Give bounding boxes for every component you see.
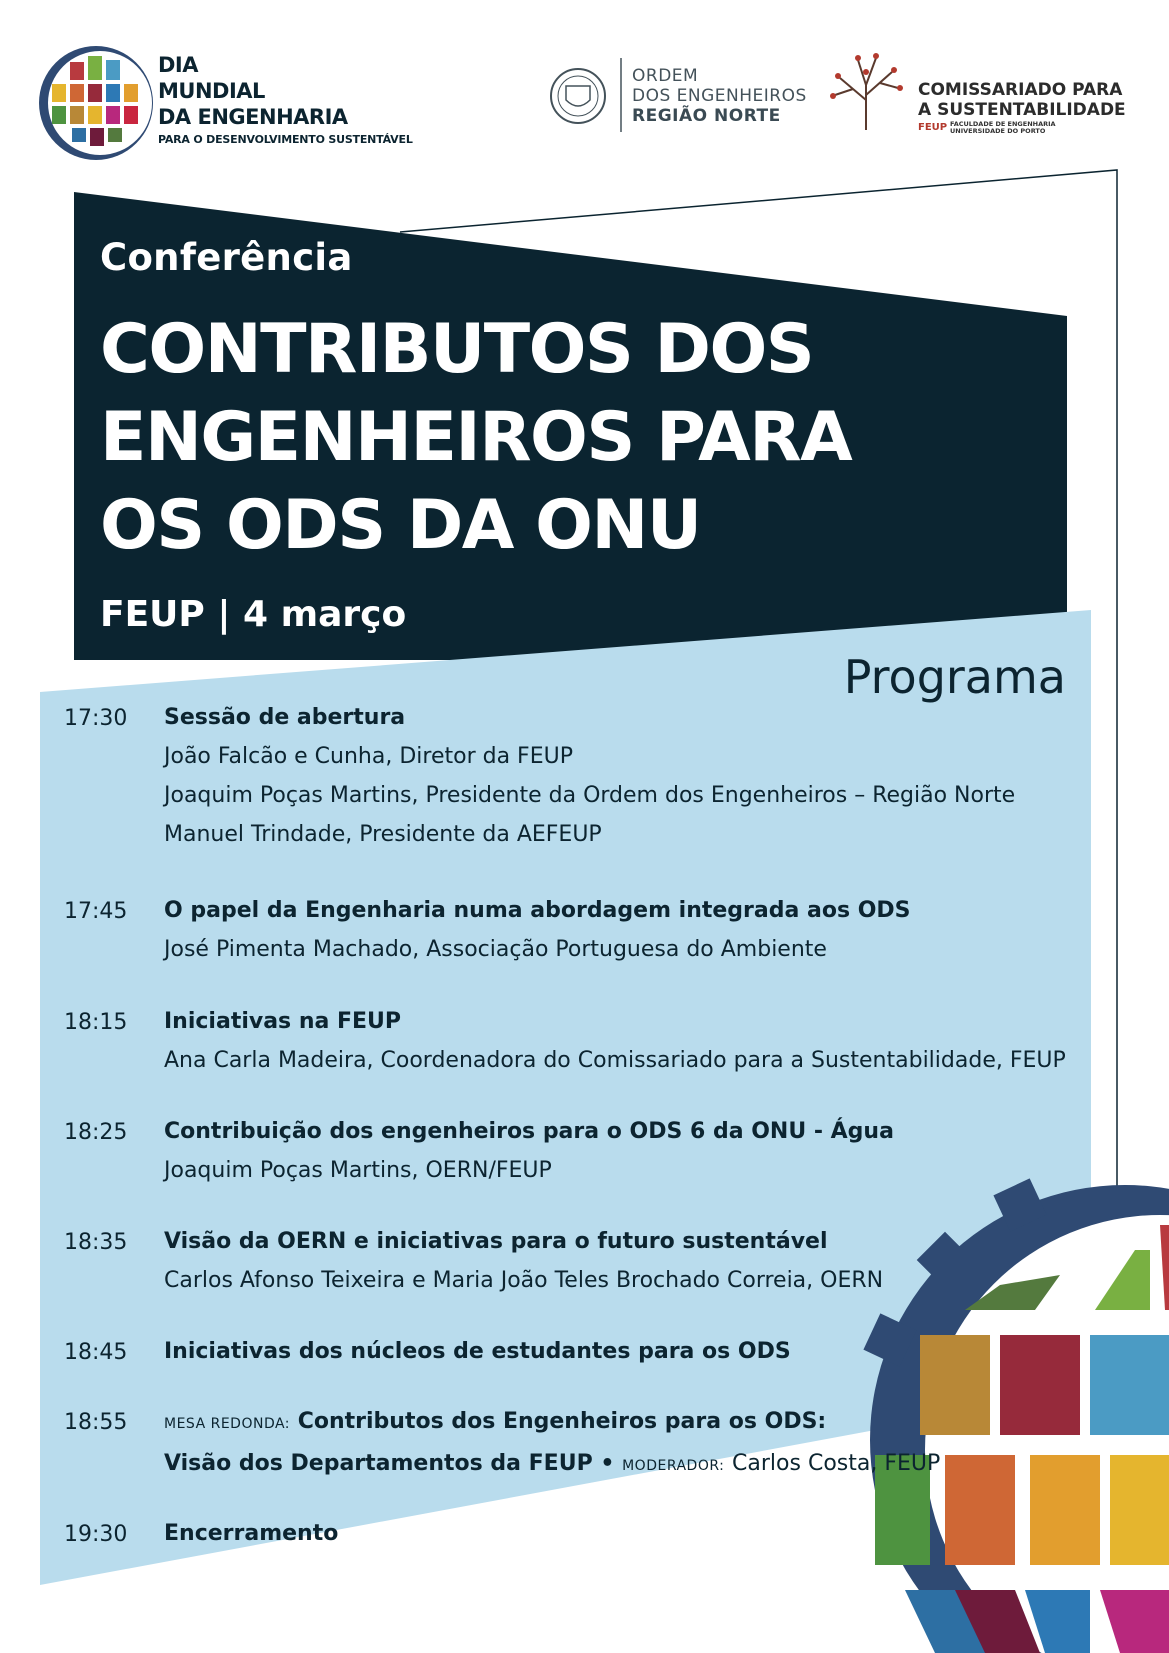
item-title2-text: Visão dos Departamentos da FEUP • xyxy=(164,1451,615,1476)
item-line: Ana Carla Madeira, Coordenadora do Comissariado para a Sustentabilidade, FEUP xyxy=(164,1048,1066,1073)
comiss-line: A SUSTENTABILIDADE xyxy=(918,100,1126,120)
event-date: FEUP | 4 março xyxy=(100,594,407,635)
item-line: José Pimenta Machado, Associação Portuguesa do Ambiente xyxy=(164,937,827,962)
ordem-logo-text xyxy=(632,66,807,126)
feup-sub-line: UNIVERSIDADE DO PORTO xyxy=(950,127,1046,135)
title-line: OS ODS DA ONU xyxy=(100,486,701,565)
moderador-name: Carlos Costa, FEUP xyxy=(732,1451,941,1476)
item-time: 18:55 xyxy=(64,1410,128,1435)
item-time: 18:35 xyxy=(64,1230,128,1255)
item-time: 19:30 xyxy=(64,1522,128,1547)
item-title: Contribuição dos engenheiros para o ODS 6 da ONU - Água xyxy=(164,1119,894,1144)
item-time: 18:15 xyxy=(64,1010,128,1035)
item-title: Sessão de abertura xyxy=(164,705,406,730)
program-heading: Programa xyxy=(843,650,1066,704)
dia-line: DA ENGENHARIA xyxy=(158,105,348,129)
ordem-line: ORDEM xyxy=(632,66,699,86)
item-title: Encerramento xyxy=(164,1521,339,1546)
item-title-line2 xyxy=(164,1444,940,1486)
item-title-text: Contributos dos Engenheiros para os ODS: xyxy=(297,1409,827,1434)
dia-line: MUNDIAL xyxy=(158,79,265,103)
item-line: Manuel Trindade, Presidente da AEFEUP xyxy=(164,822,602,847)
dia-subtitle: PARA O DESENVOLVIMENTO SUSTENTÁVEL xyxy=(158,133,413,146)
dia-logo-icon xyxy=(39,46,153,160)
ordem-seal-icon xyxy=(551,69,605,123)
item-time: 18:45 xyxy=(64,1340,128,1365)
item-title: Visão da OERN e iniciativas para o futuro sustentável xyxy=(164,1229,828,1254)
item-title xyxy=(164,1402,940,1444)
item-title: Iniciativas dos núcleos de estudantes para os ODS xyxy=(164,1339,791,1364)
mesa-redonda-label: MESA REDONDA: xyxy=(164,1416,291,1432)
conference-label: Conferência xyxy=(100,236,353,279)
item-line: Joaquim Poças Martins, Presidente da Ordem dos Engenheiros – Região Norte xyxy=(164,783,1016,808)
feup-label: FEUP xyxy=(918,122,948,133)
item-line: João Falcão e Cunha, Diretor da FEUP xyxy=(164,744,573,769)
item-time: 17:45 xyxy=(64,899,128,924)
tree-logo-icon xyxy=(835,58,898,130)
item-title: O papel da Engenharia numa abordagem integrada aos ODS xyxy=(164,898,911,923)
item-title: Iniciativas na FEUP xyxy=(164,1009,402,1034)
moderador-label: MODERADOR: xyxy=(622,1458,725,1474)
feup-sublabel xyxy=(950,121,1056,135)
item-time: 18:25 xyxy=(64,1120,128,1145)
title-line: CONTRIBUTOS DOS xyxy=(100,310,814,389)
item-line: Carlos Afonso Teixeira e Maria João Teles Brochado Correia, OERN xyxy=(164,1268,884,1293)
dia-line: DIA xyxy=(158,53,198,77)
comiss-line: COMISSARIADO PARA xyxy=(918,80,1123,100)
dia-mundial-title xyxy=(158,52,348,130)
comissariado-text xyxy=(918,80,1126,120)
item-time: 17:30 xyxy=(64,706,128,731)
item-line: Joaquim Poças Martins, OERN/FEUP xyxy=(164,1158,552,1183)
title-line: ENGENHEIROS PARA xyxy=(100,398,852,477)
ordem-line: DOS ENGENHEIROS xyxy=(632,86,807,106)
ordem-region: REGIÃO NORTE xyxy=(632,106,781,126)
feup-sub-line: FACULDADE DE ENGENHARIA xyxy=(950,120,1056,128)
